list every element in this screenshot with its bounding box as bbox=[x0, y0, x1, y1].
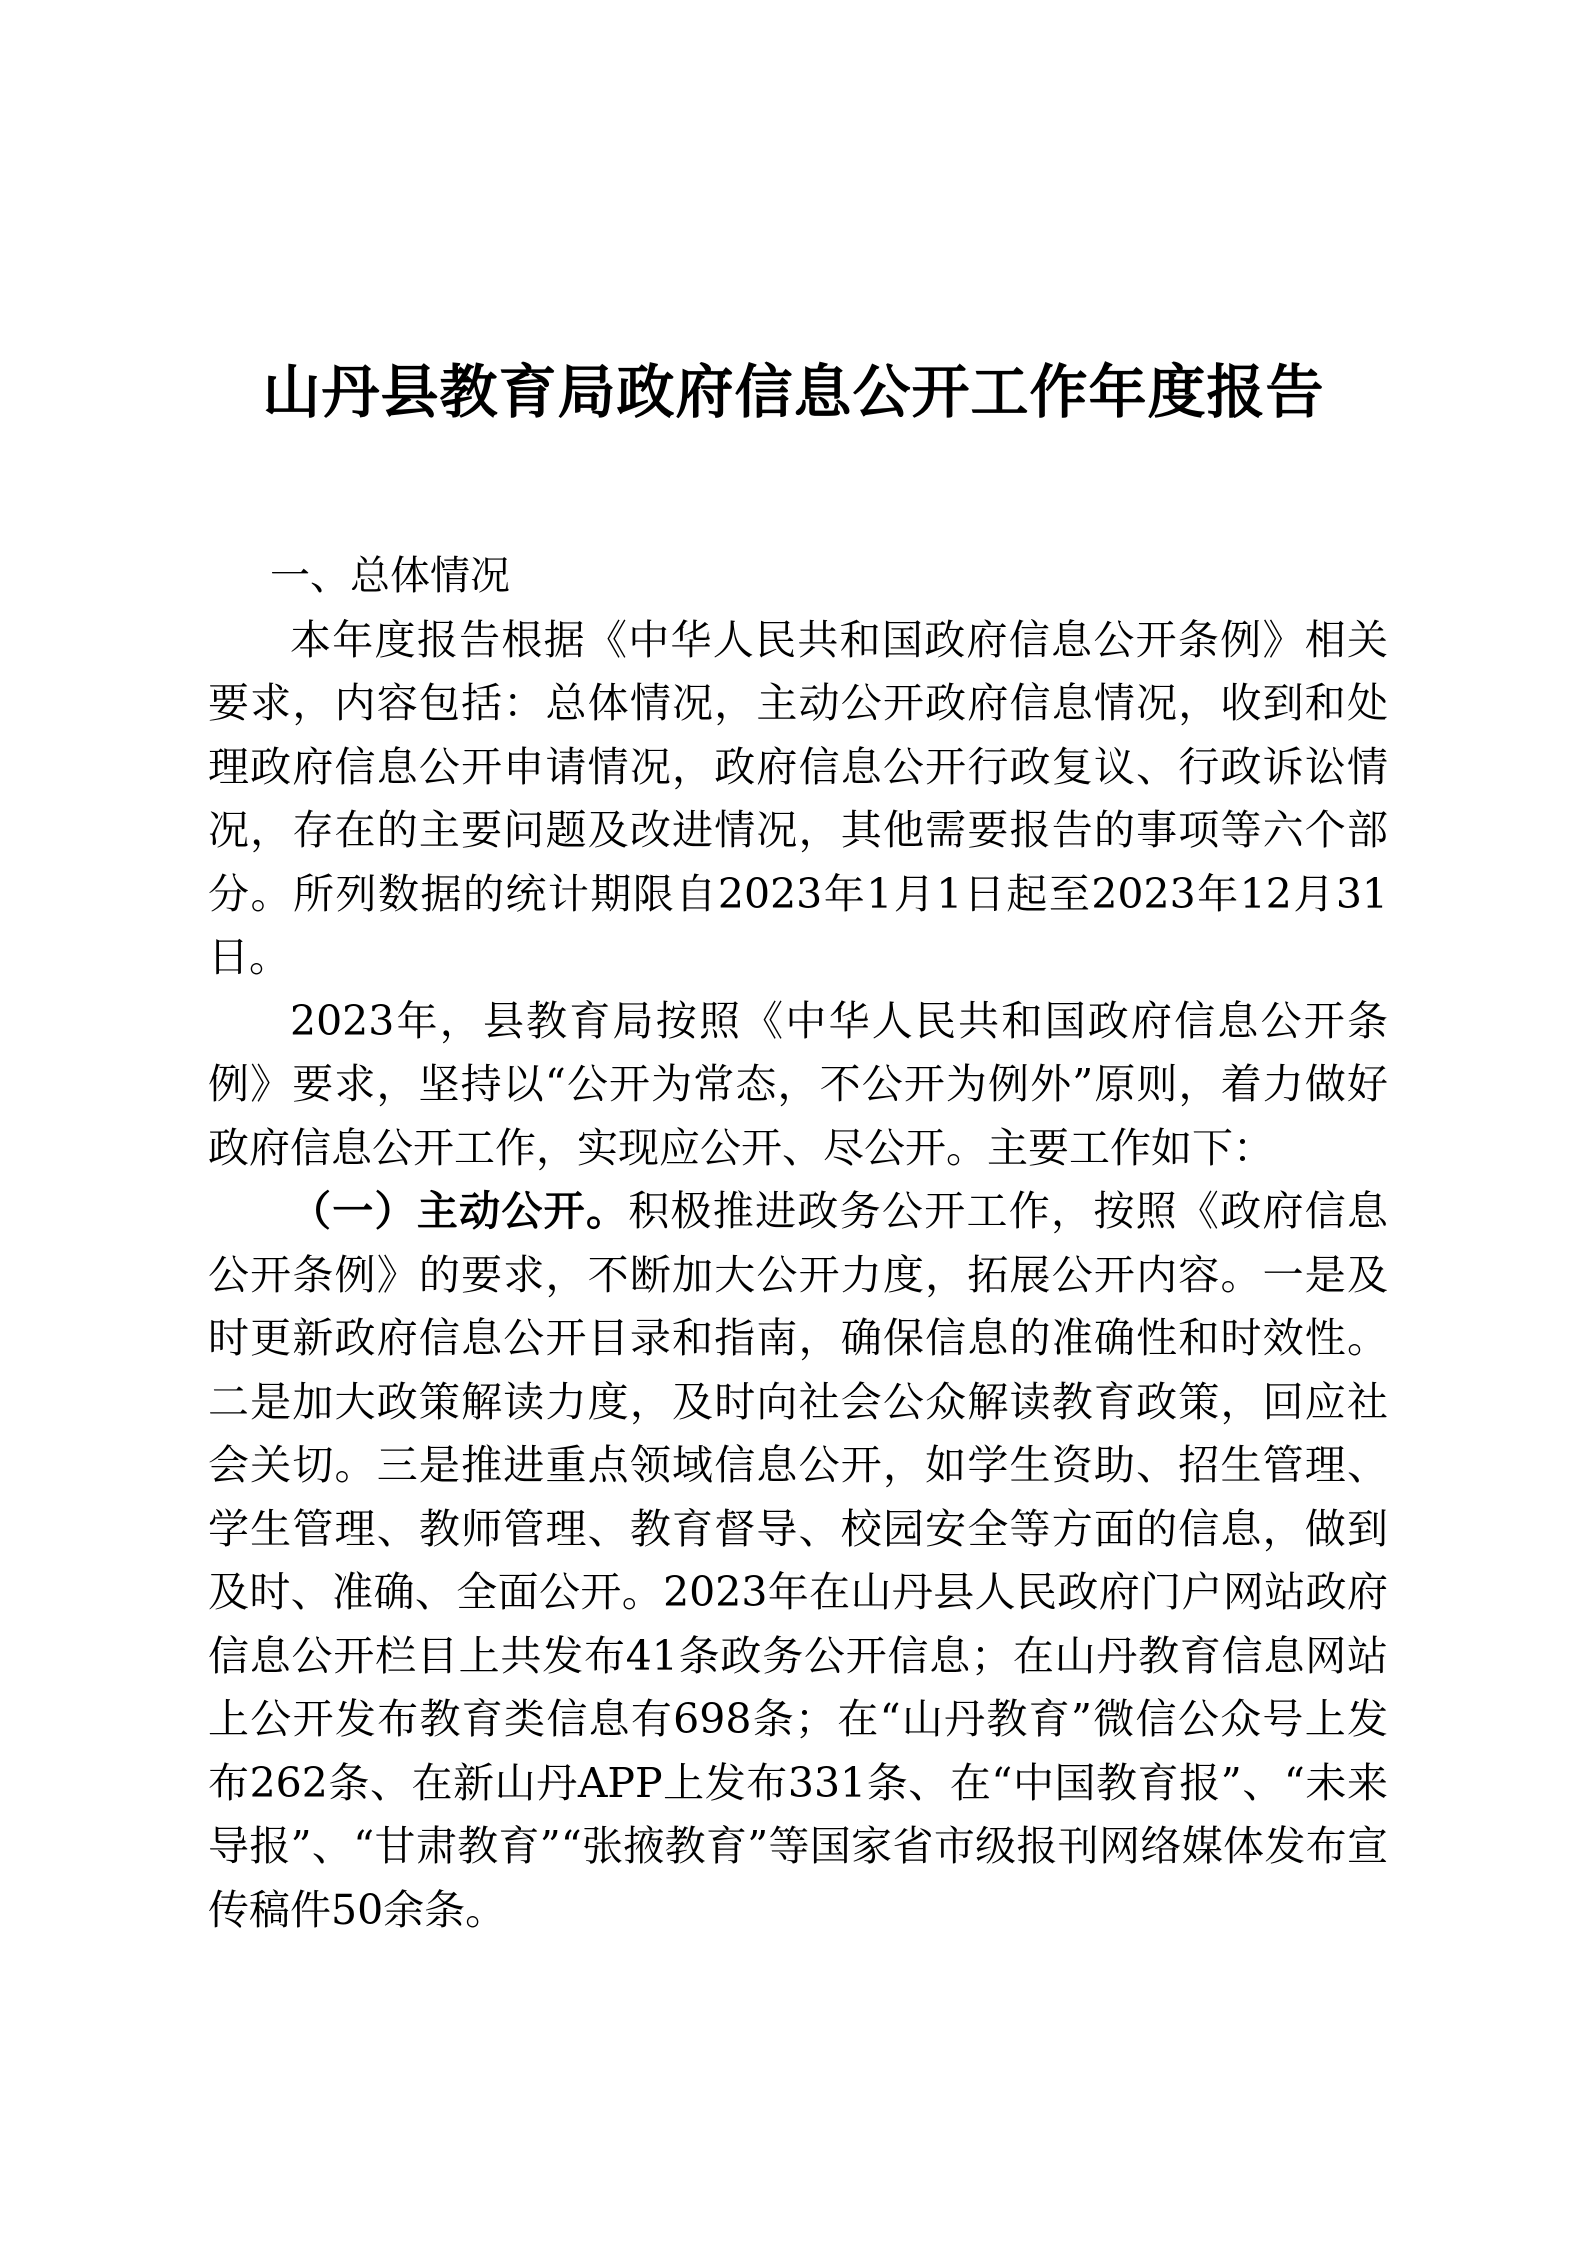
section-heading-overview: 一、总体情况 bbox=[270, 553, 510, 599]
subsection-heading-active-disclosure: （一）主动公开。 bbox=[290, 1187, 629, 1235]
paragraph-active-disclosure bbox=[208, 1180, 1388, 1942]
paragraph-report-scope: 本年度报告根据《中华人民共和国政府信息公开条例》相关要求，内容包括：总体情况，主动公开政府信息情况，收到和处理政府信息公开申请情况，政府信息公开行政复议、行政诉讼情况，存在的主要问题及改进情况，其他需要报告的事项等六个部分。所列数据的统计期限自2023年1月1日起至2023年12月31日。 bbox=[208, 615, 1388, 981]
paragraph-work-summary: 2023年，县教育局按照《中华人民共和国政府信息公开条例》要求，坚持以“公开为常态，不公开为例外”原则，着力做好政府信息公开工作，实现应公开、尽公开。主要工作如下： bbox=[208, 996, 1388, 1172]
active-disclosure-text: 积极推进政务公开工作，按照《政府信息公开条例》的要求，不断加大公开力度，拓展公开内容。一是及时更新政府信息公开目录和指南，确保信息的准确性和时效性。二是加大政策解读力度，及时向社会公众解读教育政策，回应社会关切。三是推进重点领域信息公开，如学生资助、招生管理、学生管理、教师管理、教育督导、校园安全等方面的信息，做到及时、准确、全面公开。2023年在山丹县人民政府门户网站政府信息公开栏目上共发布41条政务公开信息；在山丹教育信息网站上公开发布教育类信息有698条；在“山丹教育”微信公众号上发布262条、在新山丹APP上发布331条、在“中国教育报”、“未来导报”、“甘肃教育”“张掖教育”等国家省市级报刊网络媒体发布宣传稿件50余条。 bbox=[208, 1187, 1389, 1934]
document-title: 山丹县教育局政府信息公开工作年度报告 bbox=[262, 358, 1325, 426]
document-body bbox=[208, 545, 1388, 1942]
